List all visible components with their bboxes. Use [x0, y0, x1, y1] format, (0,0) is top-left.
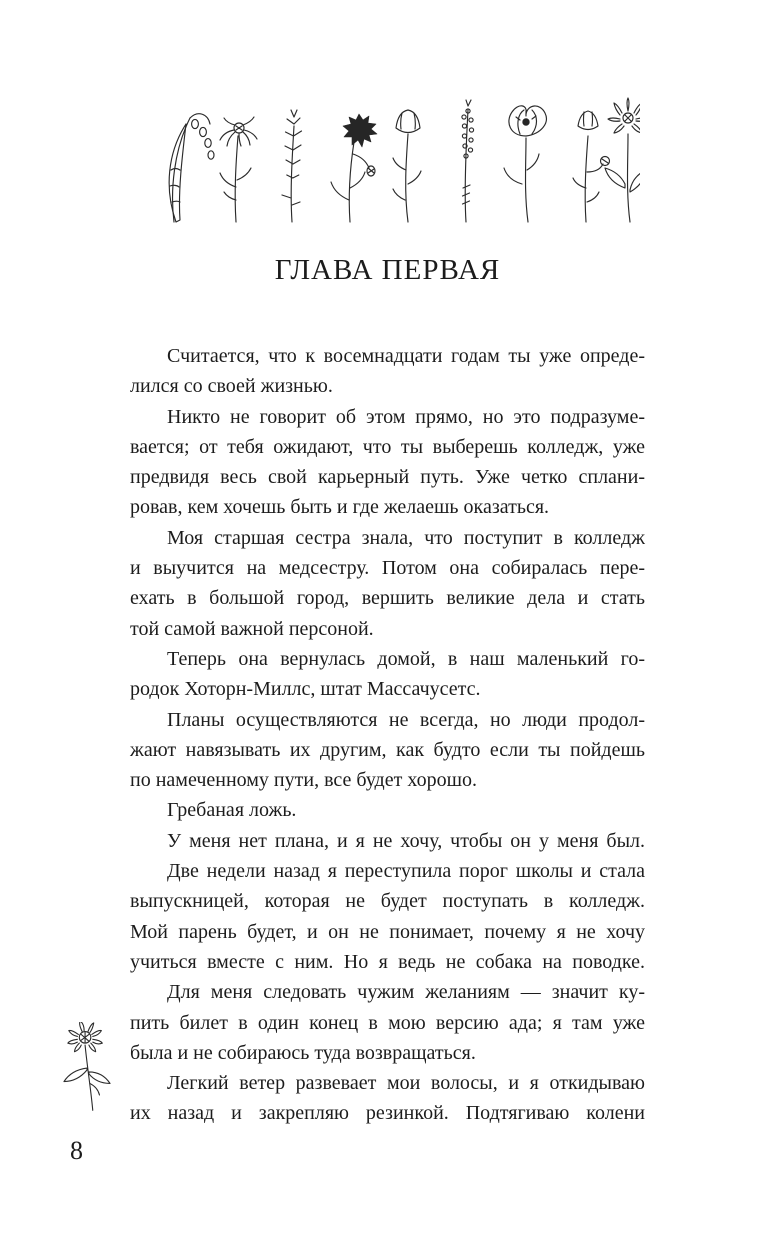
text-line: была и не собираюсь туда возвращаться. — [130, 1041, 476, 1064]
text-line: Мой парень будет, и он не понимает, почему я не хочу — [130, 920, 645, 943]
text-line: ехать в большой город, вершить великие дела и стать — [130, 587, 645, 610]
text-line: выпускницей, которая не будет поступать в колледж. — [130, 890, 645, 913]
text-line: по намеченному пути, все будет хорошо. — [130, 769, 477, 792]
text-line: Теперь она вернулась домой, в наш маленький го- — [167, 647, 645, 670]
text-line: Легкий ветер развевает мои волосы, и я откидываю — [167, 1072, 645, 1095]
text-line: Для меня следовать чужим желаниям — значит ку- — [167, 981, 645, 1004]
text-line: Никто не говорит об этом прямо, но это подразуме- — [167, 405, 645, 428]
text-line: лился со своей жизнью. — [130, 375, 333, 398]
page-number: 8 — [70, 1136, 83, 1165]
text-line: предвидя весь свой карьерный путь. Уже четко сплани- — [130, 466, 645, 489]
text-line: вается; от тебя ожидают, что ты выберешь колледж, уже — [130, 435, 645, 458]
text-line: ровав, кем хочешь быть и где желаешь оказаться. — [130, 496, 550, 519]
body-text — [130, 341, 645, 1129]
text-line: Считается, что к восемнадцати годам ты уже опреде- — [167, 345, 645, 367]
wildflower-row-illustration — [160, 92, 640, 227]
text-line: пить билет в один конец в мою версию ада; я там уже — [130, 1011, 645, 1034]
text-line: Гребаная ложь. — [167, 799, 297, 822]
text-line: учиться вместе с ним. Но я ведь не собака на поводке. — [130, 950, 645, 973]
chapter-heading: ГЛАВА ПЕРВАЯ — [274, 254, 501, 286]
text-line: Две недели назад я переступила порог школы и стала — [167, 860, 645, 883]
text-line: жают навязывать их другим, как будто если ты пойдешь — [130, 738, 645, 761]
text-line: и выучится на медсестру. Потом она собиралась пере- — [130, 557, 645, 580]
text-line: той самой важной персоной. — [130, 617, 374, 640]
text-line: их назад и закрепляю резинкой. Подтягиваю колени — [130, 1102, 645, 1125]
text-line: родок Хоторн-Миллс, штат Массачусетс. — [130, 678, 481, 701]
text-line: Планы осуществляются не всегда, но люди продол- — [167, 708, 645, 731]
text-line: У меня нет плана, и я не хочу, чтобы он у меня был. — [167, 829, 645, 852]
wildflower-illustration — [56, 1022, 118, 1118]
text-line: Моя старшая сестра знала, что поступит в колледж — [167, 526, 645, 549]
